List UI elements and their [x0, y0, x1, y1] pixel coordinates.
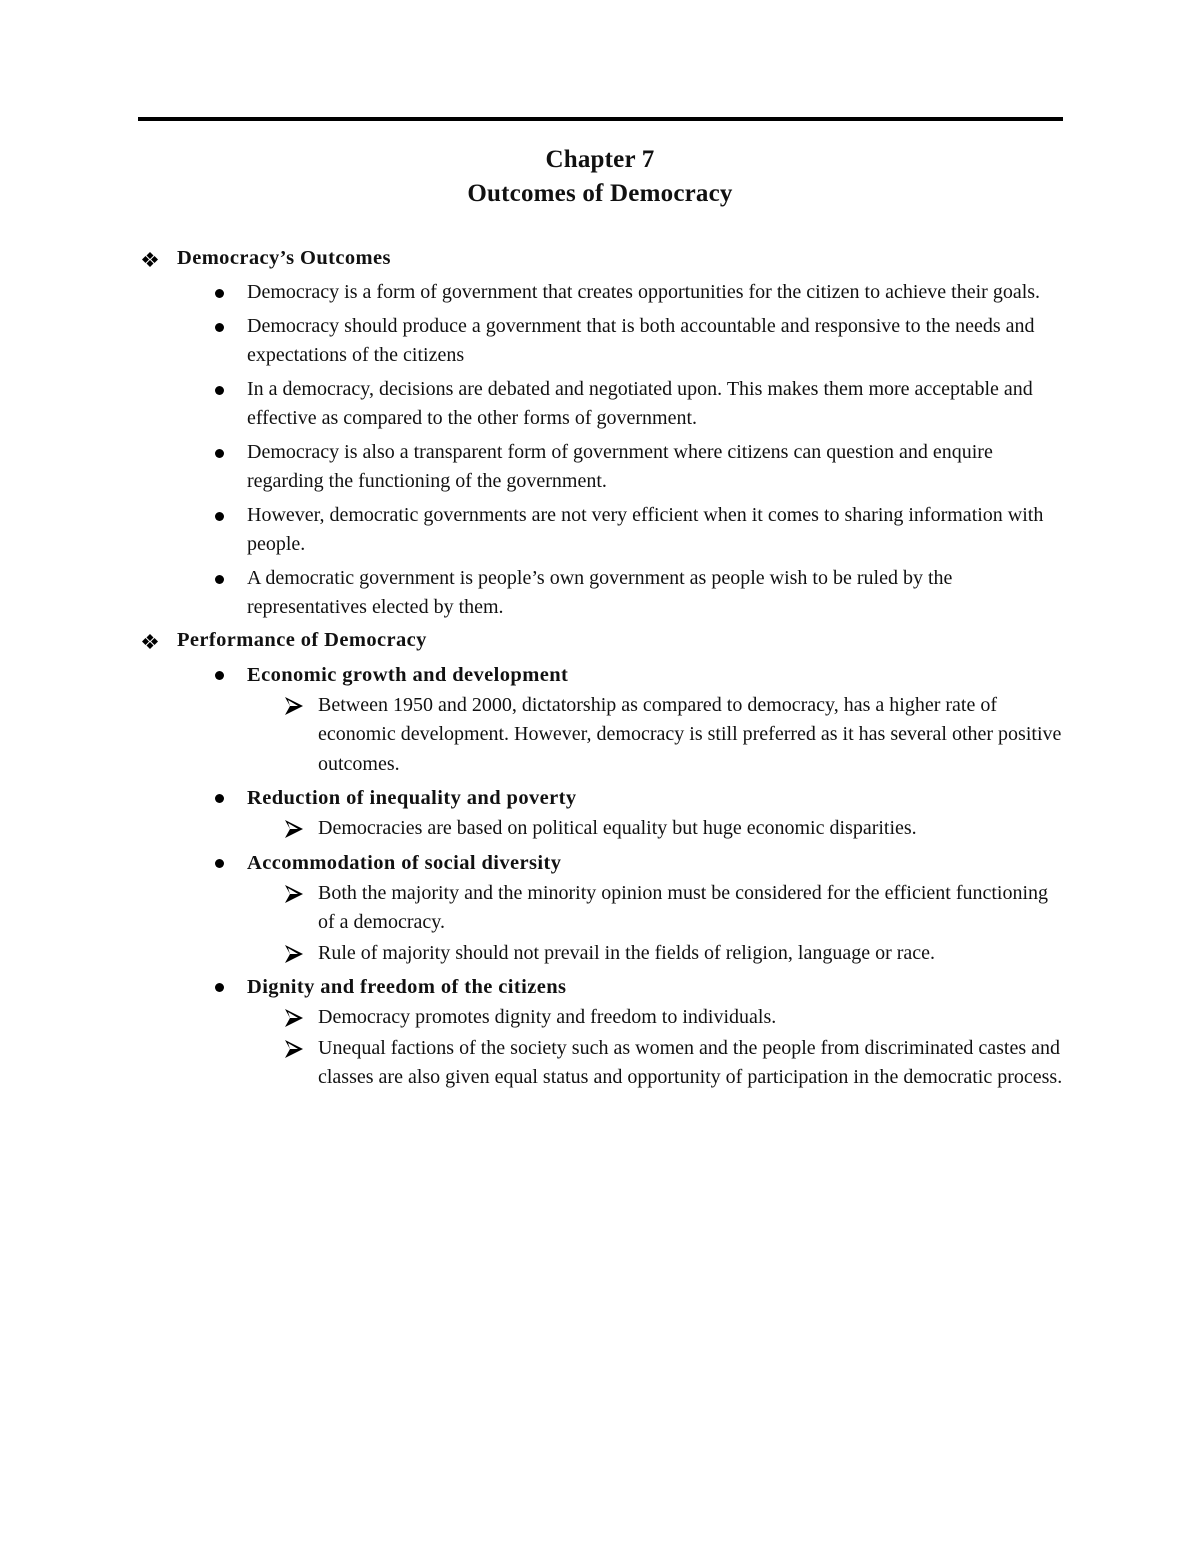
sub-list-item: [247, 691, 1063, 780]
subheading: Economic growth and development: [247, 663, 569, 686]
bullet-list: [138, 278, 1063, 623]
list-item-text: Democracy is a form of government that creates opportunities for the citizen to achieve their goals.: [247, 281, 1041, 303]
list-item: [138, 783, 1063, 844]
arrowhead-icon: [283, 1008, 305, 1028]
document-body: [138, 243, 1063, 1093]
section-performance-of-democracy: [138, 625, 1063, 1093]
sub-list: [247, 879, 1063, 969]
title-block: [0, 143, 1200, 211]
list-item-text: A democratic government is people’s own government as people wish to be ruled by the representatives elected by them.: [247, 566, 953, 618]
sub-list-item-text: Between 1950 and 2000, dictatorship as compared to democracy, has a higher rate of economic development. However, democracy is still preferred as it has several other positive outcomes.: [318, 693, 1062, 775]
sub-list-item: [247, 814, 1063, 844]
list-item: [138, 375, 1063, 434]
sub-list-item-text: Democracy promotes dignity and freedom to individuals.: [318, 1006, 777, 1028]
section-heading-label: Performance of Democracy: [177, 628, 427, 651]
list-item: [138, 438, 1063, 497]
section-democracy-outcomes: [138, 243, 1063, 623]
dot-icon: [215, 449, 224, 458]
list-item: [138, 501, 1063, 560]
dot-icon: [215, 794, 224, 803]
section-heading: [138, 243, 1063, 274]
list-item-text: In a democracy, decisions are debated and negotiated upon. This makes them more acceptable and effective as compared to the other forms of government.: [247, 377, 1033, 429]
sub-list: [247, 1003, 1063, 1093]
list-item: [138, 312, 1063, 371]
subheading: Dignity and freedom of the citizens: [247, 976, 567, 998]
dot-icon: [215, 289, 224, 298]
arrowhead-icon: [283, 1039, 305, 1059]
dot-icon: [215, 983, 224, 992]
dot-icon: [215, 323, 224, 332]
subheading: Accommodation of social diversity: [247, 851, 562, 874]
sub-list-item-text: Rule of majority should not prevail in the fields of religion, language or race.: [318, 941, 936, 964]
dot-icon: [215, 512, 224, 521]
dot-icon: [215, 575, 224, 584]
sub-list-item-text: Unequal factions of the society such as women and the people from discriminated castes and classes are also given equal status and opportunity of participation in the democratic process.: [318, 1036, 1063, 1088]
dot-icon: [215, 671, 224, 680]
arrowhead-icon: [283, 819, 305, 839]
sub-list-item: [247, 879, 1063, 938]
sub-list-item: [247, 939, 1063, 969]
list-item: [138, 848, 1063, 969]
sub-list-item-text: Both the majority and the minority opinion must be considered for the efficient functioning of a democracy.: [318, 881, 1049, 933]
four-diamond-icon: [138, 243, 162, 274]
list-item: [138, 660, 1063, 780]
chapter-title: Chapter 7: [545, 146, 655, 173]
document-title: Outcomes of Democracy: [467, 180, 733, 207]
list-item-text: However, democratic governments are not very efficient when it comes to sharing information with people.: [247, 503, 1044, 555]
bullet-list: [138, 660, 1063, 1093]
list-item: [138, 278, 1063, 308]
sub-list-item: [247, 1003, 1063, 1033]
arrowhead-icon: [283, 884, 305, 904]
list-item-text: Democracy should produce a government that is both accountable and responsive to the needs and expectations of the citizens: [247, 314, 1035, 366]
list-item: [138, 972, 1063, 1093]
section-heading: [138, 625, 1063, 656]
list-item: [138, 564, 1063, 623]
section-heading-label: Democracy’s Outcomes: [177, 247, 391, 269]
subheading: Reduction of inequality and poverty: [247, 787, 577, 809]
list-item-text: Democracy is also a transparent form of government where citizens can question and enquire regarding the functioning of the government.: [247, 440, 993, 492]
arrowhead-icon: [283, 944, 305, 964]
four-diamond-icon: [138, 625, 162, 656]
sub-list: [247, 691, 1063, 780]
top-rule-divider: [138, 117, 1063, 121]
sub-list-item-text: Democracies are based on political equality but huge economic disparities.: [318, 817, 917, 839]
dot-icon: [215, 859, 224, 868]
arrowhead-icon: [283, 696, 305, 716]
sub-list-item: [247, 1034, 1063, 1093]
sub-list: [247, 814, 1063, 844]
dot-icon: [215, 386, 224, 395]
